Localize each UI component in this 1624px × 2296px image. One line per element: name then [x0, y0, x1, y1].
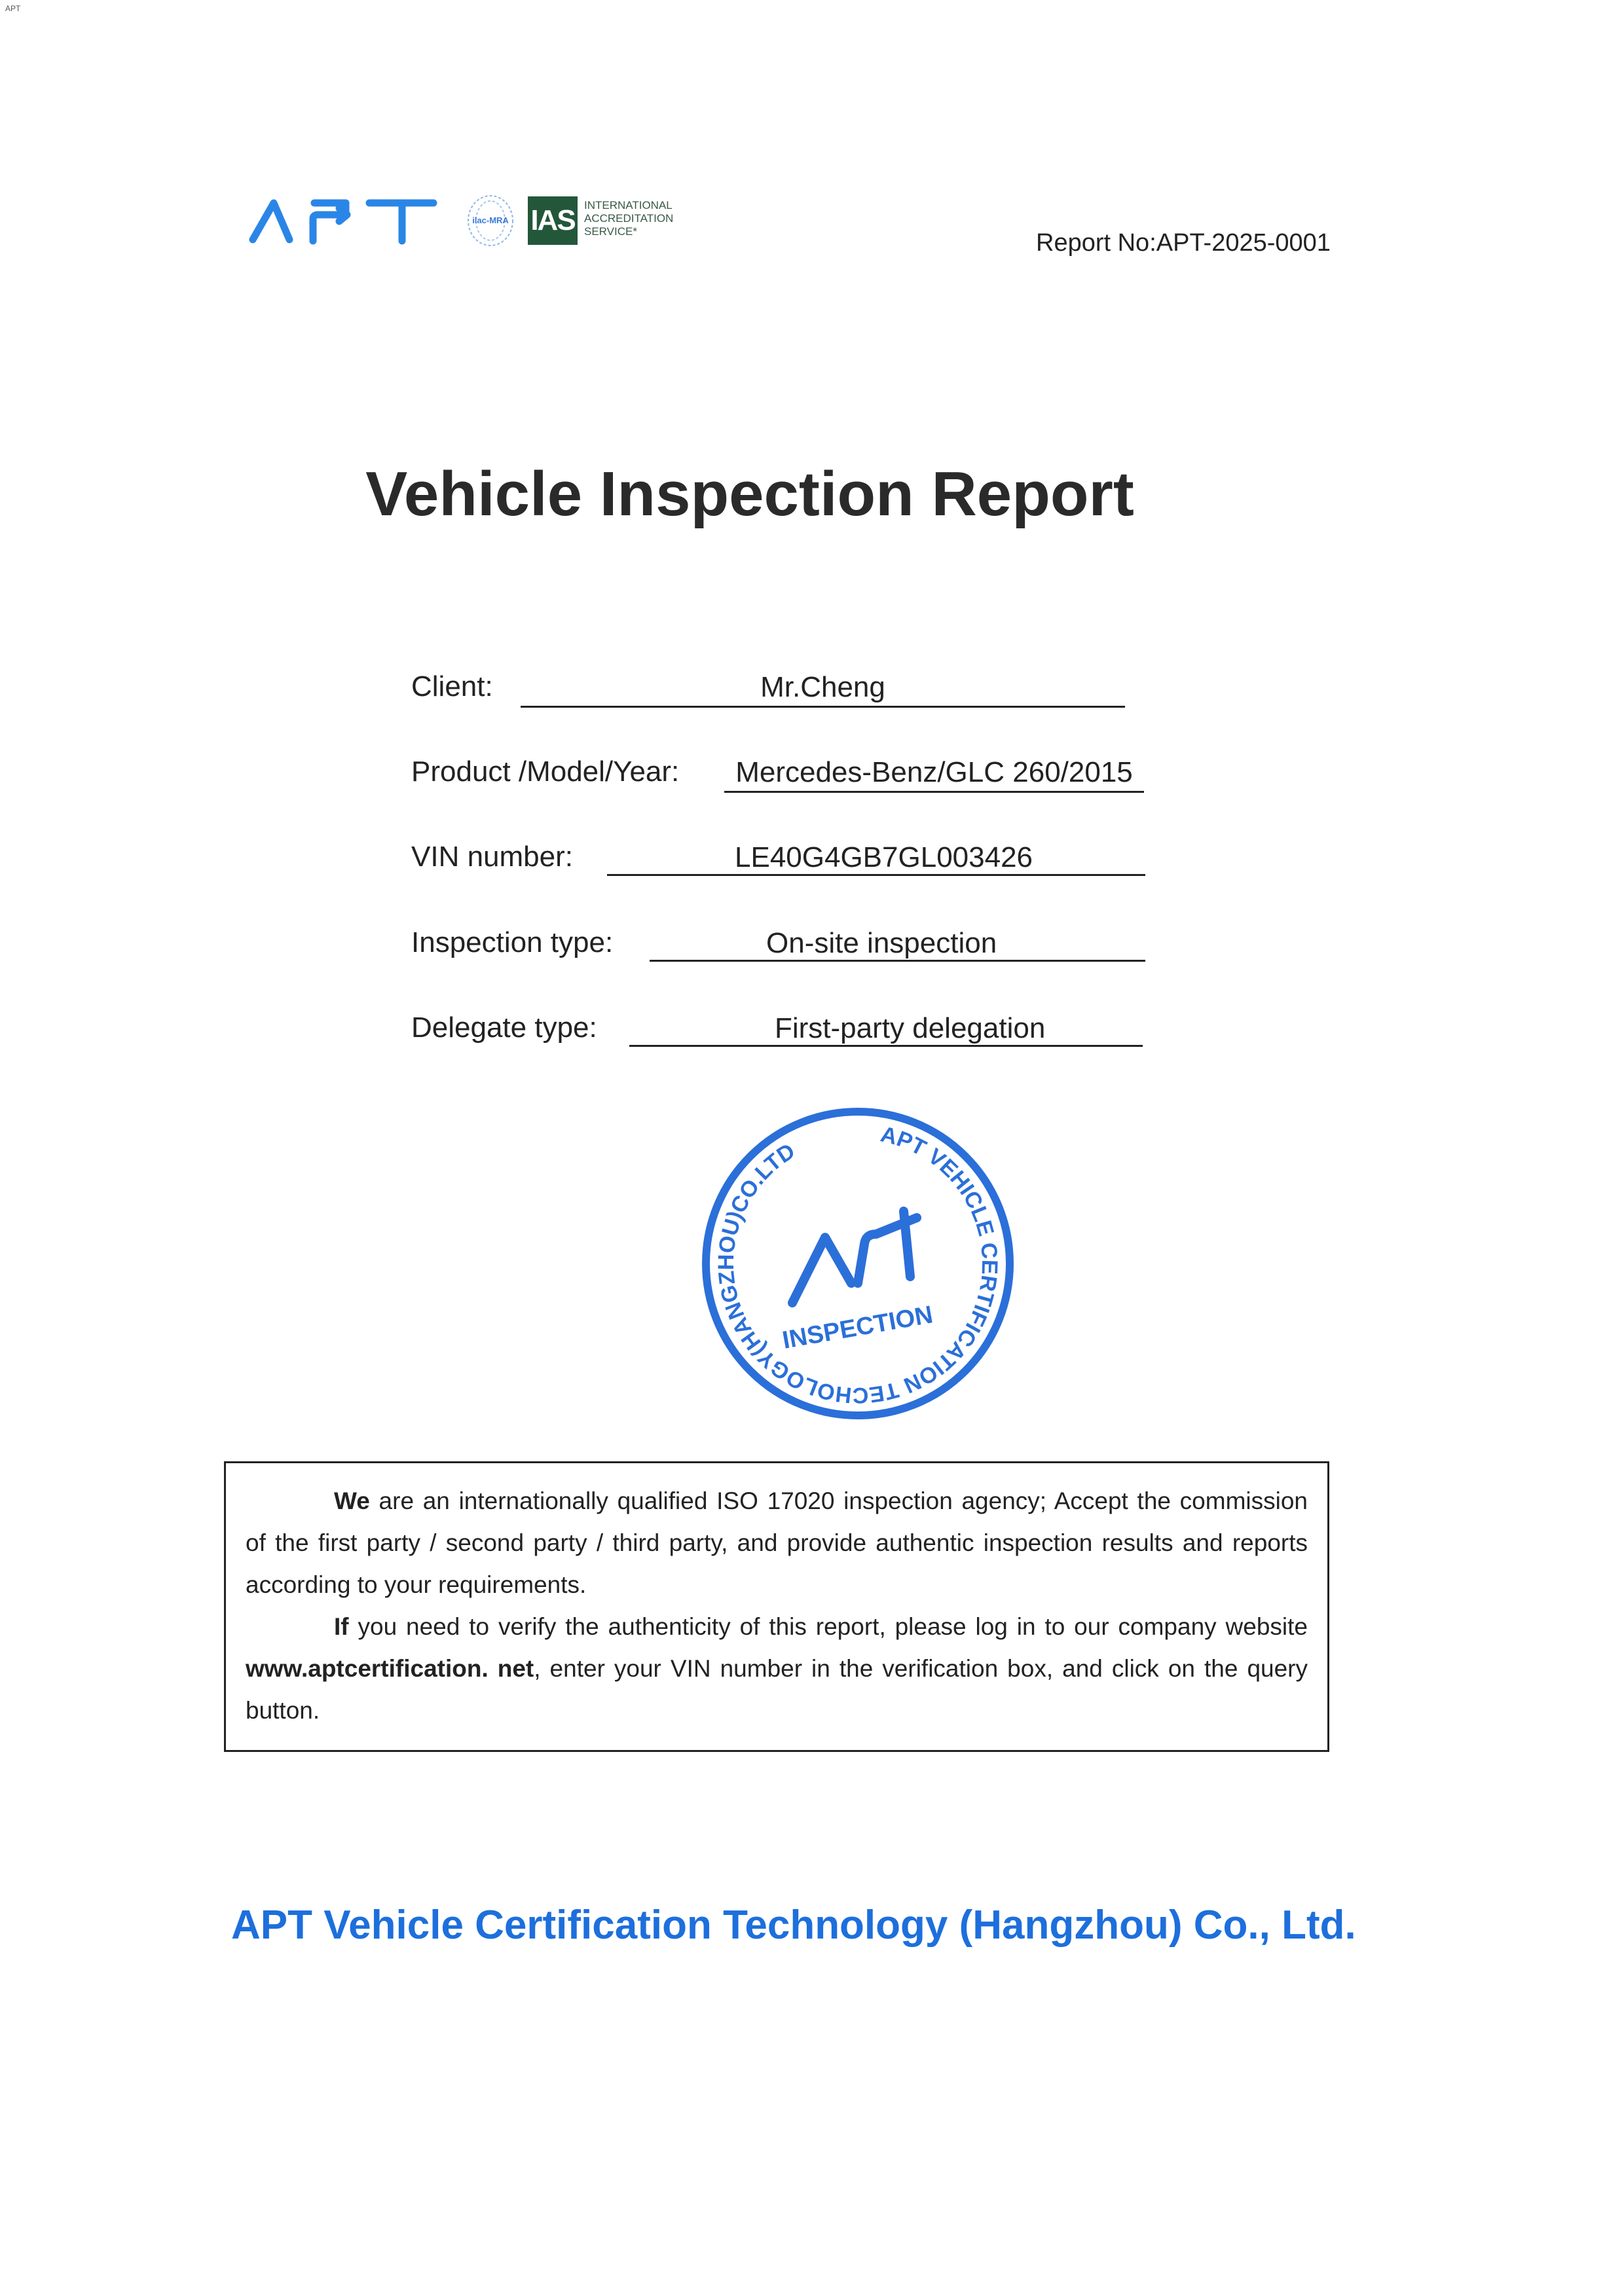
field-label-product: Product /Model/Year: — [411, 756, 680, 788]
ias-line: ACCREDITATION — [584, 212, 674, 225]
apt-logo — [248, 196, 437, 245]
notice-bold: We — [334, 1487, 370, 1514]
field-value-vin: LE40G4GB7GL003426 — [607, 839, 1145, 876]
field-label-inspection-type: Inspection type: — [411, 926, 614, 958]
ias-line: SERVICE* — [584, 225, 637, 238]
notice-text: you need to verify the authenticity of this report, please log in to our company website — [348, 1613, 1308, 1640]
ias-line: INTERNATIONAL — [584, 199, 673, 211]
notice-bold: If — [334, 1613, 349, 1640]
company-seal-stamp — [694, 1100, 1022, 1427]
field-value-delegate-type: First-party delegation — [629, 1010, 1143, 1047]
report-number: Report No:APT-2025-0001 — [1036, 229, 1331, 257]
ias-logo: IAS — [528, 196, 578, 245]
field-value-product: Mercedes-Benz/GLC 260/2015 — [724, 754, 1144, 793]
ilac-mra-logo — [464, 194, 517, 247]
field-label-delegate-type: Delegate type: — [411, 1011, 597, 1044]
page-title: Vehicle Inspection Report — [365, 459, 1134, 529]
notice-paragraph-1 — [246, 1480, 1308, 1606]
field-label-vin: VIN number: — [411, 841, 573, 873]
ias-caption — [584, 199, 673, 238]
corner-mark: APT — [5, 4, 21, 13]
stamp-ring-textpath: APT VEHICLE CERTIFICATION TECHOLOGY(HANGZHOU)CO.LTD — [713, 1121, 1003, 1408]
website-link[interactable]: www.aptcertification. net — [246, 1655, 534, 1682]
notice-paragraph-2 — [246, 1606, 1308, 1732]
ilac-text: ilac-MRA — [472, 215, 509, 225]
notice-box — [224, 1461, 1329, 1752]
stamp-center-text: INSPECTION — [780, 1301, 935, 1355]
notice-text: , enter your VIN number in the verification box, and click on the query button. — [246, 1655, 1308, 1724]
notice-text: are an internationally qualified ISO 17020 inspection agency; Accept the commission of the first party / second party / third party, and provide authentic inspection results and reports according to your requirements. — [246, 1487, 1308, 1598]
field-value-client: Mr.Cheng — [521, 669, 1125, 708]
field-value-inspection-type: On-site inspection — [650, 925, 1145, 962]
field-label-client: Client: — [411, 670, 493, 702]
company-name-footer: APT Vehicle Certification Technology (Hangzhou) Co., Ltd. — [231, 1903, 1356, 1948]
